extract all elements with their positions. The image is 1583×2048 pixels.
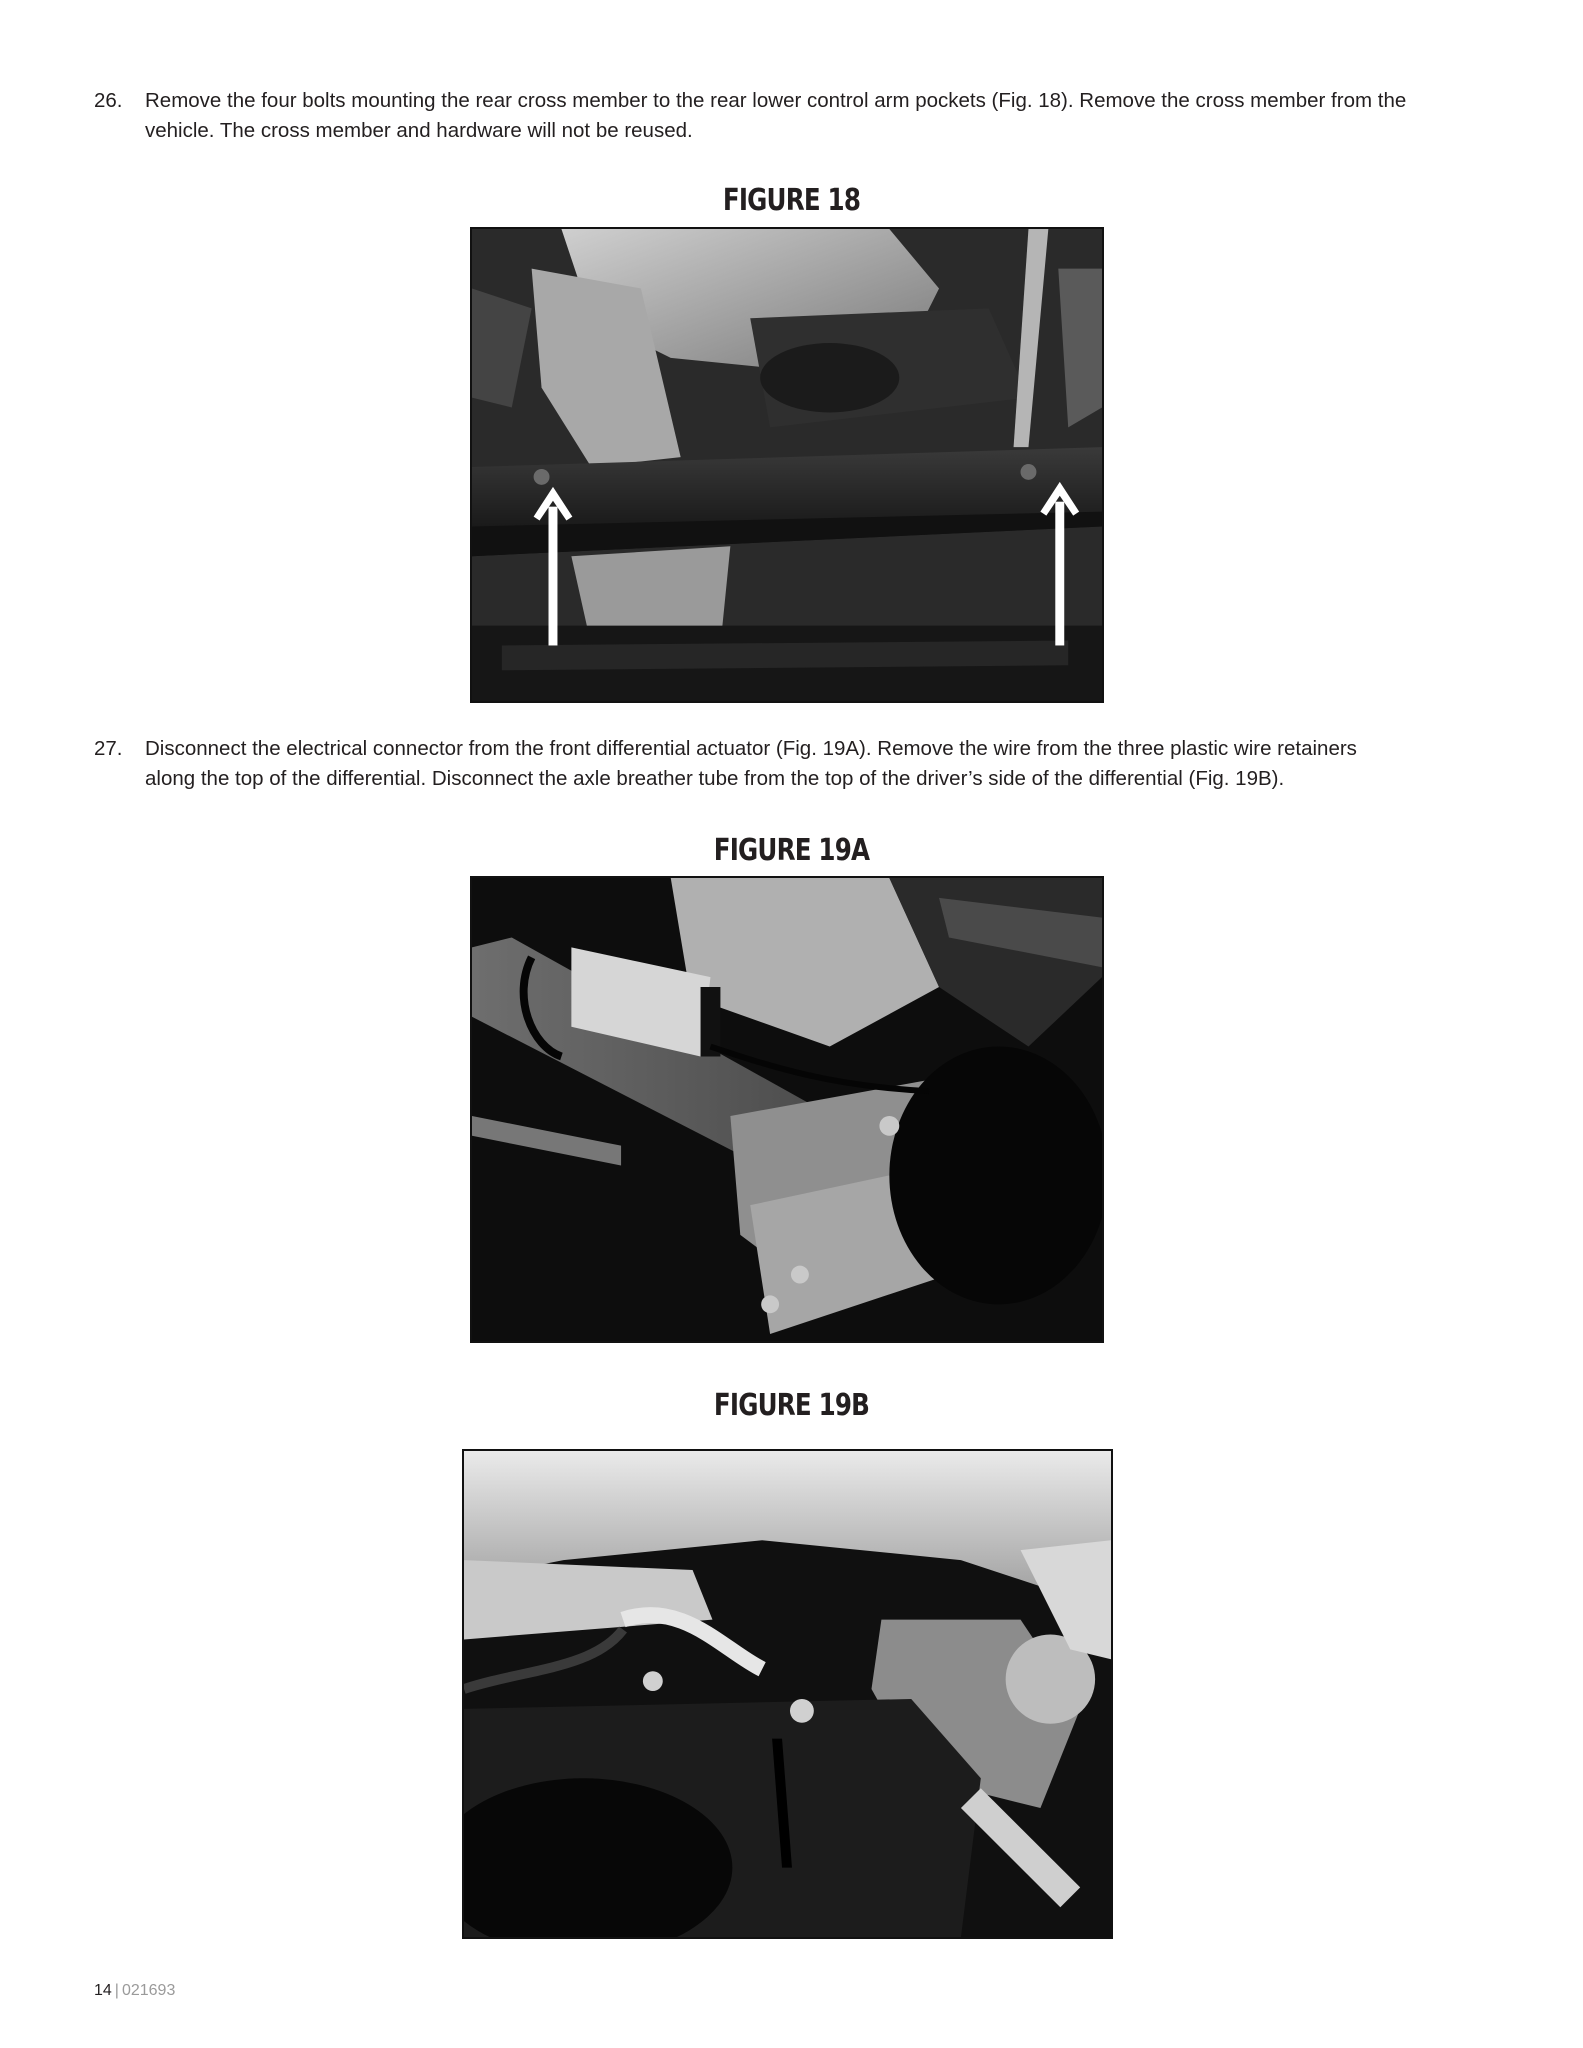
- figure-18-photo: [470, 227, 1104, 703]
- step-text-line: Remove the four bolts mounting the rear cross member to the rear lower control arm pockets (Fig. 18). Remove the cross member from the: [145, 89, 1407, 112]
- step-number: 26.: [94, 89, 123, 112]
- step-26: [94, 86, 1524, 146]
- step-number: 27.: [94, 737, 123, 760]
- step-text: [145, 734, 1524, 794]
- figure-19a-title: FIGURE 19A: [713, 833, 870, 868]
- step-text-line: along the top of the differential. Disconnect the axle breather tube from the top of the driver’s side of the differential (Fig. 19B).: [145, 767, 1285, 790]
- figure-18-title: FIGURE 18: [722, 183, 861, 218]
- figure-19b-title: FIGURE 19B: [713, 1388, 870, 1423]
- footer-separator: |: [114, 1982, 119, 1999]
- page-number: 14: [94, 1982, 112, 1999]
- document-code: 021693: [121, 1982, 176, 1999]
- step-text: [145, 86, 1524, 146]
- figure-19a-image: [472, 878, 1102, 1341]
- step-text-line: vehicle. The cross member and hardware will not be reused.: [145, 119, 693, 142]
- figure-18-image: [472, 229, 1102, 701]
- step-27: [94, 734, 1524, 794]
- figure-19b-image: [464, 1451, 1111, 1937]
- figure-19b-photo: [462, 1449, 1113, 1939]
- step-text-line: Disconnect the electrical connector from the front differential actuator (Fig. 19A). Remove the wire from the three plastic wire retainers: [145, 737, 1357, 760]
- figure-19a-photo: [470, 876, 1104, 1343]
- page-footer: [94, 1982, 175, 2000]
